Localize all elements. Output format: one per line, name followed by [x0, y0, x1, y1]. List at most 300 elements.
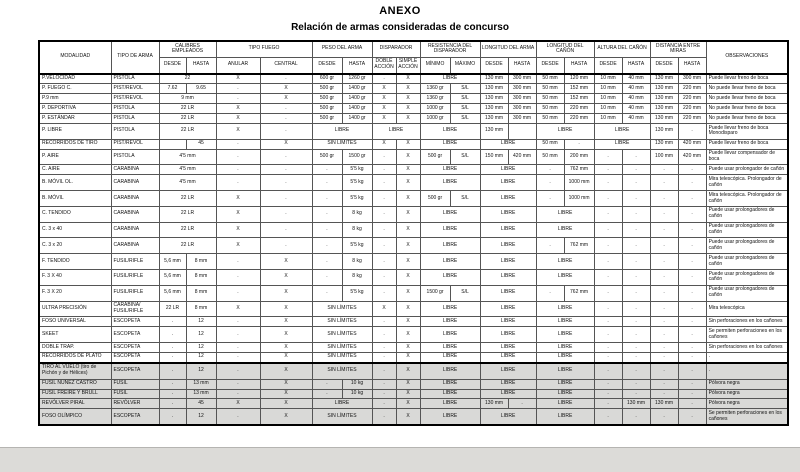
table-row: [39, 94, 788, 104]
table-cell: .: [159, 379, 186, 389]
table-cell: X: [372, 84, 396, 94]
table-cell: 22: [159, 74, 216, 84]
table-cell: S/L: [450, 94, 480, 104]
table-cell: LIBRE: [420, 238, 480, 254]
table-cell: X: [216, 124, 260, 140]
subheader-cell: HASTA: [186, 57, 216, 73]
modality-cell: FOSO OLÍMPICO: [39, 409, 111, 425]
table-cell: .: [622, 191, 650, 207]
table-cell: 22 LR: [159, 301, 186, 317]
table-cell: LIBRE: [536, 389, 594, 399]
table-cell: X: [260, 409, 312, 425]
table-cell: .: [372, 238, 396, 254]
table-cell: .: [216, 165, 260, 175]
table-cell: 300 mm: [508, 94, 536, 104]
table-cell: LIBRE: [480, 363, 536, 379]
table-cell: SIN LÍMITES: [312, 327, 372, 343]
observations-cell: Mira telescópica. Prolongador de cañón: [706, 175, 788, 191]
table-cell: .: [159, 327, 186, 343]
modality-cell: SKEET: [39, 327, 111, 343]
table-cell: .: [650, 389, 678, 399]
table-cell: 50 mm: [536, 149, 564, 165]
header-cell: PESO DEL ARMA: [312, 41, 372, 57]
table-cell: 200 mm: [564, 149, 594, 165]
table-cell: X: [260, 301, 312, 317]
table-cell: 12: [186, 343, 216, 353]
table-cell: X: [396, 352, 420, 362]
table-cell: .: [622, 222, 650, 238]
table-cell: .: [372, 379, 396, 389]
table-cell: 130 mm: [480, 114, 508, 124]
table-cell: S/L: [450, 285, 480, 301]
table-cell: 1000 gr: [420, 114, 450, 124]
table-cell: .: [594, 409, 622, 425]
table-cell: 50 mm: [536, 84, 564, 94]
observations-cell: Pólvora negra: [706, 379, 788, 389]
table-cell: 8 mm: [186, 285, 216, 301]
table-cell: X: [396, 139, 420, 149]
table-cell: 300 mm: [678, 74, 706, 84]
table-cell: 50 mm: [536, 74, 564, 84]
table-cell: .: [594, 149, 622, 165]
table-cell: .: [678, 222, 706, 238]
table-cell: PISTOLA: [111, 149, 159, 165]
table-cell: 8 kg: [342, 222, 372, 238]
table-cell: .: [312, 238, 342, 254]
table-cell: .: [594, 191, 622, 207]
table-cell: .: [594, 301, 622, 317]
table-cell: X: [396, 270, 420, 286]
table-cell: LIBRE: [480, 165, 536, 175]
table-cell: .: [650, 238, 678, 254]
table-cell: LIBRE: [480, 285, 536, 301]
table-cell: .: [622, 149, 650, 165]
table-cell: .: [260, 165, 312, 175]
table-cell: X: [396, 409, 420, 425]
table-cell: .: [372, 363, 396, 379]
observations-cell: No puede llevar freno de boca: [706, 84, 788, 94]
table-cell: .: [216, 149, 260, 165]
table-row: [39, 270, 788, 286]
table-cell: ESCOPETA: [111, 352, 159, 362]
table-cell: X: [396, 254, 420, 270]
table-cell: .: [260, 206, 312, 222]
header-cell: CALIBRES EMPLEADOS: [159, 41, 216, 57]
table-cell: 5,6 mm: [159, 285, 186, 301]
table-cell: S/L: [450, 104, 480, 114]
table-cell: 1360 gr: [420, 94, 450, 104]
header-cell: DISTANCIA ENTRE MIRAS: [650, 41, 706, 57]
table-cell: 500 gr: [420, 149, 450, 165]
table-cell: .: [678, 206, 706, 222]
table-cell: ESCOPETA: [111, 409, 159, 425]
table-cell: 130 mm: [480, 124, 508, 140]
table-cell: 300 mm: [508, 84, 536, 94]
table-cell: .: [216, 285, 260, 301]
table-cell: .: [372, 175, 396, 191]
subheader-cell: SIMPLE ACCIÓN: [396, 57, 420, 73]
table-cell: X: [396, 222, 420, 238]
modality-cell: FOSO UNIVERSAL: [39, 317, 111, 327]
table-cell: .: [216, 389, 260, 399]
table-cell: 50 mm: [536, 94, 564, 104]
observations-cell: No puede llevar freno de boca: [706, 94, 788, 104]
table-cell: .: [594, 389, 622, 399]
table-cell: .: [622, 175, 650, 191]
table-cell: X: [216, 191, 260, 207]
header-cell: LONGITUD DEL CAÑÓN: [536, 41, 594, 57]
table-cell: LIBRE: [480, 317, 536, 327]
table-cell: 4'5 mm: [159, 175, 216, 191]
table-cell: LIBRE: [420, 352, 480, 362]
table-cell: .: [216, 409, 260, 425]
table-cell: .: [312, 165, 342, 175]
table-cell: 100 mm: [650, 149, 678, 165]
table-cell: 8 mm: [186, 270, 216, 286]
table-cell: PISTOLA: [111, 104, 159, 114]
table-cell: .: [312, 191, 342, 207]
subheader-cell: HASTA: [564, 57, 594, 73]
table-cell: .: [650, 285, 678, 301]
table-cell: LIBRE: [372, 124, 420, 140]
table-cell: 500 gr: [312, 94, 342, 104]
observations-cell: .: [706, 363, 788, 379]
table-cell: 130 mm: [650, 104, 678, 114]
table-cell: .: [678, 352, 706, 362]
table-cell: .: [622, 343, 650, 353]
table-cell: X: [396, 301, 420, 317]
table-cell: X: [396, 114, 420, 124]
table-cell: LIBRE: [536, 352, 594, 362]
table-cell: X: [216, 74, 260, 84]
modality-cell: C. 3 x 40: [39, 222, 111, 238]
table-cell: LIBRE: [420, 139, 480, 149]
table-cell: 12: [186, 327, 216, 343]
table-cell: 130 mm: [480, 94, 508, 104]
table-cell: LIBRE: [420, 409, 480, 425]
table-cell: SIN LÍMITES: [312, 139, 372, 149]
table-cell: X: [216, 399, 260, 409]
table-cell: SIN LÍMITES: [312, 301, 372, 317]
table-cell: .: [372, 74, 396, 84]
table-cell: .: [678, 399, 706, 409]
table-cell: 1000 mm: [564, 191, 594, 207]
table-cell: 8 kg: [342, 254, 372, 270]
table-cell: CARABINA: [111, 206, 159, 222]
header-cell: MODALIDAD: [39, 41, 111, 74]
table-cell: 1000 gr: [420, 104, 450, 114]
table-cell: 220 mm: [678, 94, 706, 104]
table-cell: 22 LR: [159, 238, 216, 254]
table-row: [39, 285, 788, 301]
table-row: [39, 84, 788, 94]
table-cell: .: [216, 175, 260, 191]
table-head: [39, 41, 788, 74]
table-cell: 7.62: [159, 84, 186, 94]
table-cell: 300 mm: [508, 104, 536, 114]
table-cell: .: [216, 254, 260, 270]
observations-cell: Mira telescópica. Prolongador de cañón: [706, 191, 788, 207]
table-cell: FUSIL/RIFLE: [111, 285, 159, 301]
table-cell: CARABINA: [111, 238, 159, 254]
modality-cell: F. 3 X 20: [39, 285, 111, 301]
table-cell: .: [312, 379, 342, 389]
table-cell: LIBRE: [420, 343, 480, 353]
modality-cell: P. LIBRE: [39, 124, 111, 140]
table-cell: LIBRE: [480, 379, 536, 389]
table-cell: .: [594, 270, 622, 286]
table-cell: 1500 gr: [342, 149, 372, 165]
subheader-cell: DOBLE ACCIÓN: [372, 57, 396, 73]
table-cell: .: [260, 175, 312, 191]
table-cell: 1000 mm: [564, 175, 594, 191]
table-cell: 1360 gr: [420, 84, 450, 94]
table-cell: X: [372, 301, 396, 317]
table-cell: 10 mm: [594, 84, 622, 94]
table-cell: X: [216, 114, 260, 124]
table-cell: .: [312, 222, 342, 238]
table-cell: 8 mm: [186, 254, 216, 270]
table-cell: X: [396, 149, 420, 165]
table-cell: .: [312, 389, 342, 399]
table-cell: LIBRE: [420, 165, 480, 175]
table-cell: 300 mm: [508, 114, 536, 124]
table-cell: .: [678, 363, 706, 379]
table-row: [39, 165, 788, 175]
table-cell: .: [678, 175, 706, 191]
table-cell: LIBRE: [420, 222, 480, 238]
modality-cell: P. ESTÁNDAR: [39, 114, 111, 124]
observations-cell: Pólvora negra: [706, 399, 788, 409]
table-cell: .: [678, 379, 706, 389]
table-cell: .: [216, 84, 260, 94]
table-cell: 12: [186, 317, 216, 327]
table-cell: 50 mm: [536, 114, 564, 124]
table-cell: 1400 gr: [342, 94, 372, 104]
modality-cell: DOBLE TRAP.: [39, 343, 111, 353]
table-cell: 22 LR: [159, 104, 216, 114]
table-cell: 220 mm: [678, 114, 706, 124]
table-cell: .: [594, 206, 622, 222]
table-cell: 45: [186, 139, 216, 149]
table-cell: LIBRE: [480, 206, 536, 222]
table-cell: X: [260, 363, 312, 379]
table-cell: X: [260, 317, 312, 327]
table-cell: .: [372, 254, 396, 270]
table-row: [39, 301, 788, 317]
table-cell: X: [216, 238, 260, 254]
table-cell: 40 mm: [622, 94, 650, 104]
table-cell: .: [372, 206, 396, 222]
table-cell: X: [260, 139, 312, 149]
subheader-cell: MÁXIMO: [450, 57, 480, 73]
table-cell: .: [372, 317, 396, 327]
table-cell: .: [650, 270, 678, 286]
observations-cell: Mira telescópica: [706, 301, 788, 317]
subheader-cell: DESDE: [159, 57, 186, 73]
table-cell: X: [396, 165, 420, 175]
modality-cell: P. AIRE: [39, 149, 111, 165]
table-cell: LIBRE: [536, 222, 594, 238]
modality-cell: C. 3 x 20: [39, 238, 111, 254]
table-cell: X: [396, 363, 420, 379]
observations-cell: Puede usar prolongadores de cañón: [706, 270, 788, 286]
table-cell: PIST/REVOL: [111, 139, 159, 149]
header-cell: OBSERVACIONES: [706, 41, 788, 74]
table-cell: .: [372, 409, 396, 425]
table-cell: LIBRE: [594, 139, 650, 149]
table-cell: 13 mm: [186, 379, 216, 389]
table-cell: 4'5 mm: [159, 165, 216, 175]
table-cell: 500 gr: [312, 104, 342, 114]
table-cell: .: [650, 191, 678, 207]
table-cell: X: [396, 317, 420, 327]
table-row: [39, 149, 788, 165]
table-cell: .: [622, 165, 650, 175]
table-cell: 1400 gr: [342, 104, 372, 114]
table-cell: .: [650, 379, 678, 389]
table-cell: 40 mm: [622, 114, 650, 124]
table-cell: 50 mm: [536, 104, 564, 114]
table-row: [39, 327, 788, 343]
table-cell: 5,6 mm: [159, 270, 186, 286]
table-cell: .: [650, 175, 678, 191]
table-cell: S/L: [450, 191, 480, 207]
subheader-cell: HASTA: [342, 57, 372, 73]
header-cell: DISPARADOR: [372, 41, 420, 57]
table-cell: LIBRE: [480, 270, 536, 286]
table-cell: 130 mm: [650, 399, 678, 409]
table-cell: X: [396, 104, 420, 114]
table-cell: ESCOPETA: [111, 343, 159, 353]
table-cell: .: [536, 175, 564, 191]
table-cell: .: [536, 238, 564, 254]
table-row: [39, 114, 788, 124]
title-block: [0, 5, 800, 33]
table-cell: LIBRE: [420, 399, 480, 409]
table-cell: 500 gr: [312, 84, 342, 94]
table-cell: LIBRE: [312, 124, 372, 140]
modality-cell: FUSIL FREIRE Y BRULL: [39, 389, 111, 399]
modality-cell: B. MÓVIL OL.: [39, 175, 111, 191]
subheader-cell: HASTA: [678, 57, 706, 73]
table-cell: LIBRE: [536, 301, 594, 317]
table-cell: X: [396, 285, 420, 301]
observations-cell: Puede usar prolongador de cañón: [706, 165, 788, 175]
table-cell: LIBRE: [536, 409, 594, 425]
table-cell: 120 mm: [564, 74, 594, 84]
table-row: [39, 191, 788, 207]
table-cell: .: [594, 175, 622, 191]
table-cell: 12: [186, 352, 216, 362]
table-cell: .: [260, 238, 312, 254]
table-cell: X: [260, 389, 312, 399]
table-cell: 1400 gr: [342, 84, 372, 94]
table-cell: .: [650, 327, 678, 343]
table-cell: .: [372, 352, 396, 362]
table-cell: 1400 gr: [342, 114, 372, 124]
table-cell: PISTOLA: [111, 114, 159, 124]
table-cell: CARABINA/ FUSIL/RIFLE: [111, 301, 159, 317]
table-cell: X: [372, 104, 396, 114]
table-cell: X: [396, 327, 420, 343]
modality-cell: P. FUEGO C.: [39, 84, 111, 94]
table-cell: .: [594, 238, 622, 254]
table-cell: 500 gr: [420, 191, 450, 207]
table-cell: SIN LÍMITES: [312, 317, 372, 327]
table-cell: LIBRE: [420, 124, 480, 140]
table-row: [39, 399, 788, 409]
table-cell: LIBRE: [480, 191, 536, 207]
modality-cell: B. MÓVIL: [39, 191, 111, 207]
table-cell: .: [650, 317, 678, 327]
table-cell: LIBRE: [420, 74, 480, 84]
page-title: ANEXO: [379, 5, 421, 17]
table-cell: .: [372, 327, 396, 343]
table-cell: .: [260, 114, 312, 124]
table-cell: LIBRE: [480, 139, 536, 149]
table-cell: 130 mm: [650, 84, 678, 94]
table-cell: LIBRE: [480, 389, 536, 399]
table-cell: .: [622, 409, 650, 425]
table-cell: 130 mm: [650, 94, 678, 104]
table-cell: 1260 gr: [342, 74, 372, 84]
subheader-cell: ANULAR: [216, 57, 260, 73]
table-cell: [159, 139, 186, 149]
table-cell: ESCOPETA: [111, 363, 159, 379]
table-cell: 12: [186, 363, 216, 379]
table-row: [39, 343, 788, 353]
table-cell: X: [260, 343, 312, 353]
observations-cell: .: [706, 352, 788, 362]
table-cell: .: [372, 343, 396, 353]
table-cell: .: [312, 254, 342, 270]
table-cell: .: [650, 352, 678, 362]
table-cell: 762 mm: [564, 165, 594, 175]
table-cell: .: [260, 222, 312, 238]
table-cell: 420 mm: [678, 149, 706, 165]
subheader-cell: DESDE: [650, 57, 678, 73]
table-cell: .: [372, 399, 396, 409]
table-row: [39, 104, 788, 114]
table-cell: 8 kg: [342, 206, 372, 222]
table-cell: 10 mm: [594, 104, 622, 114]
table-cell: X: [396, 238, 420, 254]
table-cell: LIBRE: [480, 175, 536, 191]
table-cell: LIBRE: [420, 301, 480, 317]
table-cell: .: [216, 327, 260, 343]
table-cell: LIBRE: [480, 301, 536, 317]
page-subtitle: Relación de armas consideradas de concurso: [291, 22, 509, 33]
table-cell: LIBRE: [312, 399, 372, 409]
table-cell: FUSIL/RIFLE: [111, 254, 159, 270]
table-cell: LIBRE: [536, 379, 594, 389]
modality-cell: P. DEPORTIVA: [39, 104, 111, 114]
table-cell: 50 mm: [536, 139, 564, 149]
table-cell: .: [216, 379, 260, 389]
subheader-cell: HASTA: [508, 57, 536, 73]
header-cell: ALTURA DEL CAÑÓN: [594, 41, 650, 57]
table-cell: SIN LÍMITES: [312, 409, 372, 425]
table-cell: 130 mm: [480, 104, 508, 114]
table-cell: .: [594, 352, 622, 362]
table-row: [39, 352, 788, 362]
table-cell: X: [396, 379, 420, 389]
observations-cell: Sin perforaciones en los cañones: [706, 343, 788, 353]
subheader-cell: DESDE: [536, 57, 564, 73]
table-cell: .: [622, 363, 650, 379]
header-cell: LONGITUD DEL ARMA: [480, 41, 536, 57]
